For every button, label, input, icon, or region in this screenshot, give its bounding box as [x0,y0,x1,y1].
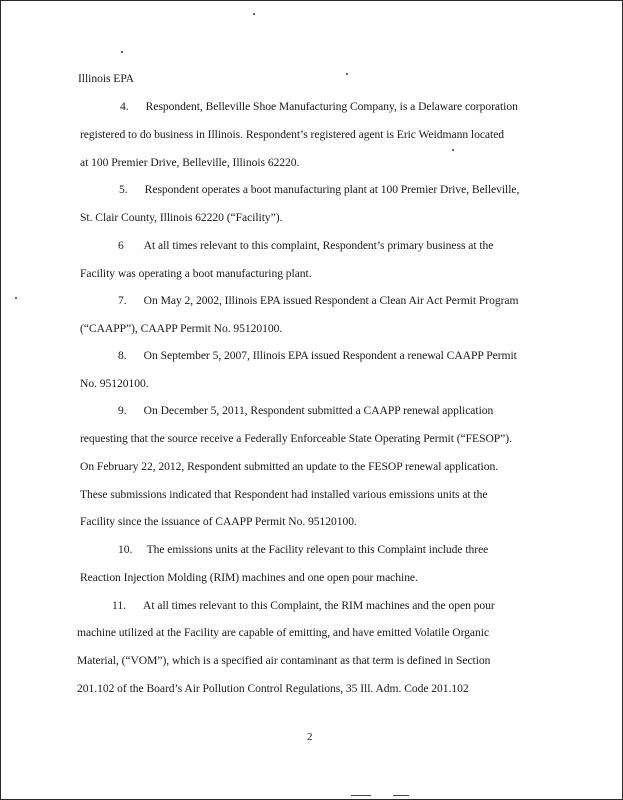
text-line: (“CAAPP”), CAAPP Permit No. 95120100. [80,322,283,335]
text-line: 8. On September 5, 2007, Illinois EPA issued Respondent a renewal CAAPP Permit [118,349,517,362]
text-line: These submissions indicated that Respondent had installed various emissions units at the [80,488,488,501]
text-line: 11. At all times relevant to this Complaint, the RIM machines and the open pour [112,599,495,612]
text-line: St. Clair County, Illinois 62220 (“Facility”). [80,211,283,224]
text-line: machine utilized at the Facility are capable of emitting, and have emitted Volatile Organic [77,626,490,639]
scan-mark [351,795,371,796]
text-line: 6 At all times relevant to this complaint, Respondent’s primary business at the [118,239,494,252]
text-line: Illinois EPA [78,72,134,85]
text-line: 201.102 of the Board’s Air Pollution Control Regulations, 35 Ill. Adm. Code 201.102 [77,682,469,695]
text-line: 5. Respondent operates a boot manufacturing plant at 100 Premier Drive, Belleville, [119,183,520,196]
text-line: 7. On May 2, 2002, Illinois EPA issued Respondent a Clean Air Act Permit Program [118,294,519,307]
text-line: at 100 Premier Drive, Belleville, Illinois 62220. [80,156,300,169]
scan-speck [121,51,123,53]
text-line: Facility since the issuance of CAAPP Permit No. 95120100. [80,515,357,528]
text-line: No. 95120100. [80,377,149,390]
page-number: 2 [307,731,313,743]
scan-speck [15,297,17,299]
text-line: 10. The emissions units at the Facility relevant to this Complaint include three [118,543,489,556]
text-line: 9. On December 5, 2011, Respondent submitted a CAAPP renewal application [118,404,494,417]
text-line: Material, (“VOM”), which is a specified air contaminant as that term is defined in Section [77,654,491,667]
scan-speck [346,73,348,75]
text-line: Reaction Injection Molding (RIM) machines and one open pour machine. [80,571,418,584]
text-line: On February 22, 2012, Respondent submitted an update to the FESOP renewal application. [80,460,499,473]
text-line: Facility was operating a boot manufacturing plant. [80,267,312,280]
scan-speck [452,149,454,151]
scan-mark [393,795,409,796]
text-line: 4. Respondent, Belleville Shoe Manufacturing Company, is a Delaware corporation [120,100,518,113]
text-line: registered to do business in Illinois. Respondent’s registered agent is Eric Weidmann located [80,128,505,141]
text-line: requesting that the source receive a Federally Enforceable State Operating Permit (“FESOP”). [80,432,512,445]
scan-speck [253,13,255,15]
